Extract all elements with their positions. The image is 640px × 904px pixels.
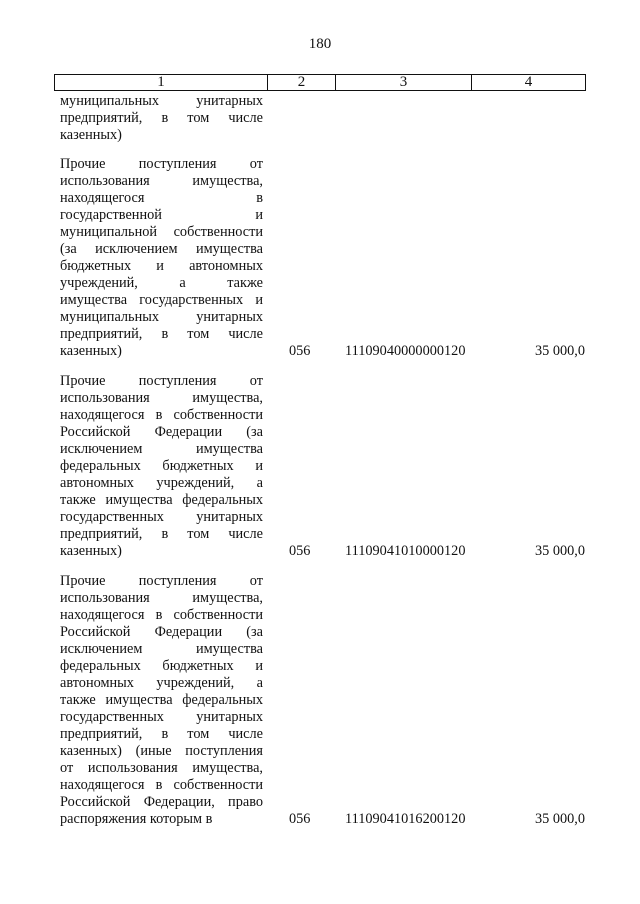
description-line: муниципальных унитарных — [60, 309, 263, 325]
description-line: казенных) — [60, 543, 122, 559]
description-line: Прочие поступления от — [60, 373, 263, 389]
header-col-1: 1 — [55, 75, 268, 90]
description-line: исключением имущества — [60, 641, 263, 657]
description-line: государственных унитарных — [60, 509, 263, 525]
table-header-row — [54, 74, 586, 91]
header-col-2: 2 — [268, 75, 336, 90]
description-line: находящегося в собственности — [60, 777, 263, 793]
description-line: учреждений, а также — [60, 275, 263, 291]
description-line: государственных унитарных — [60, 709, 263, 725]
description-line: бюджетных и автономных — [60, 258, 263, 274]
description-line: находящегося в — [60, 190, 263, 206]
description-line: автономных учреждений, а — [60, 475, 263, 491]
description-line: Российской Федерации, право — [60, 794, 263, 810]
description-line: Прочие поступления от — [60, 156, 263, 172]
table-row-description — [60, 156, 263, 360]
description-line: использования имущества, — [60, 390, 263, 406]
description-line: исключением имущества — [60, 441, 263, 457]
description-line: муниципальных унитарных — [60, 93, 263, 109]
table-row-amount: 35 000,0 — [534, 811, 585, 827]
description-line: предприятий, в том числе — [60, 326, 263, 342]
table-row-code: 056 — [289, 343, 311, 359]
table-row-kbk: 11109041016200120 — [345, 811, 466, 827]
header-col-3: 3 — [336, 75, 472, 90]
page-number: 180 — [308, 36, 332, 52]
table-row-code: 056 — [289, 811, 311, 827]
table-row-description — [60, 93, 263, 144]
description-line: имущества государственных и — [60, 292, 263, 308]
description-line: казенных) — [60, 127, 122, 143]
description-line: Российской Федерации (за — [60, 624, 263, 640]
table-row-amount: 35 000,0 — [534, 343, 585, 359]
description-line: использования имущества, — [60, 173, 263, 189]
description-line: предприятий, в том числе — [60, 110, 263, 126]
header-col-4: 4 — [524, 74, 533, 90]
description-line: также имущества федеральных — [60, 492, 263, 508]
description-line: находящегося в собственности — [60, 607, 263, 623]
description-line: муниципальной собственности — [60, 224, 263, 240]
description-line: распоряжения которым в — [60, 811, 213, 827]
description-line: автономных учреждений, а — [60, 675, 263, 691]
description-line: использования имущества, — [60, 590, 263, 606]
table-row-amount: 35 000,0 — [534, 543, 585, 559]
description-line: Прочие поступления от — [60, 573, 263, 589]
table-row-kbk: 11109041010000120 — [345, 543, 466, 559]
description-line: (за исключением имущества — [60, 241, 263, 257]
description-line: находящегося в собственности — [60, 407, 263, 423]
table-row-description — [60, 573, 263, 828]
table-row-code: 056 — [289, 543, 311, 559]
description-line: федеральных бюджетных и — [60, 458, 263, 474]
description-line: казенных) (иные поступления — [60, 743, 263, 759]
description-line: государственной и — [60, 207, 263, 223]
description-line: казенных) — [60, 343, 122, 359]
description-line: Российской Федерации (за — [60, 424, 263, 440]
description-line: федеральных бюджетных и — [60, 658, 263, 674]
description-line: от использования имущества, — [60, 760, 263, 776]
description-line: предприятий, в том числе — [60, 726, 263, 742]
table-row-description — [60, 373, 263, 560]
description-line: предприятий, в том числе — [60, 526, 263, 542]
table-row-kbk: 11109040000000120 — [345, 343, 466, 359]
description-line: также имущества федеральных — [60, 692, 263, 708]
